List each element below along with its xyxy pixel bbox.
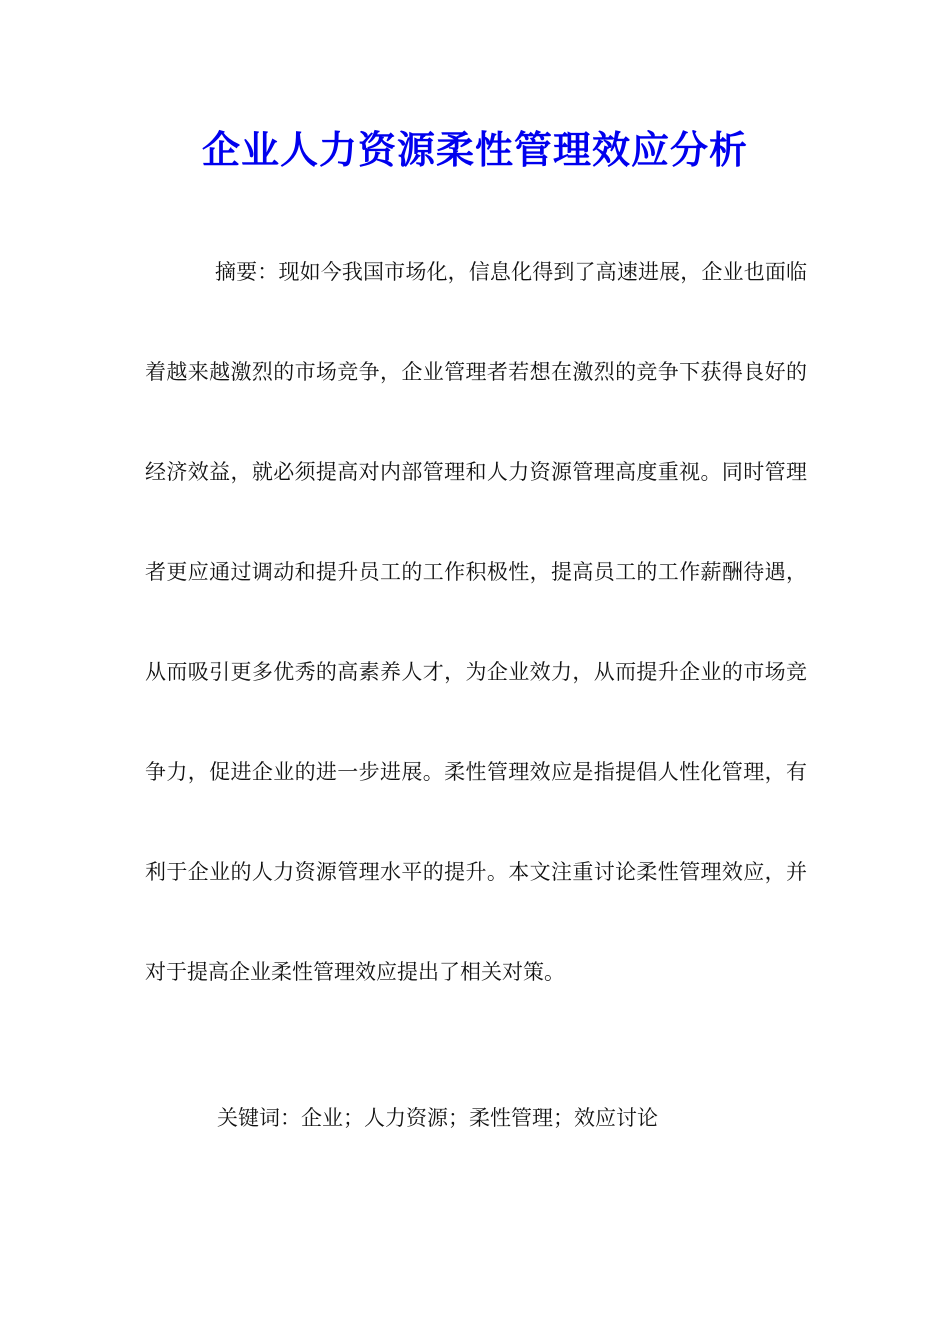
abstract-paragraph: 摘要：现如今我国市场化，信息化得到了高速进展，企业也面临着越来越激烈的市场竞争，企业管理者若想在激烈的竞争下获得良好的经济效益，就必须提高对内部管理和人力资源管理高度重视。同时管理者更应通过调动和提升员工的工作积极性，提高员工的工作薪酬待遇，从而吸引更多优秀的高素养人才，为企业效力，从而提升企业的市场竞争力，促进企业的进一步进展。柔性管理效应是指提倡人性化管理，有利于企业的人力资源管理水平的提升。本文注重讨论柔性管理效应，并对于提高企业柔性管理效应提出了相关对策。 xyxy=(145,260,807,984)
keywords-line: 关键词：企业；人力资源；柔性管理；效应讨论 xyxy=(217,1106,658,1130)
document-title: 企业人力资源柔性管理效应分析 xyxy=(201,127,748,172)
